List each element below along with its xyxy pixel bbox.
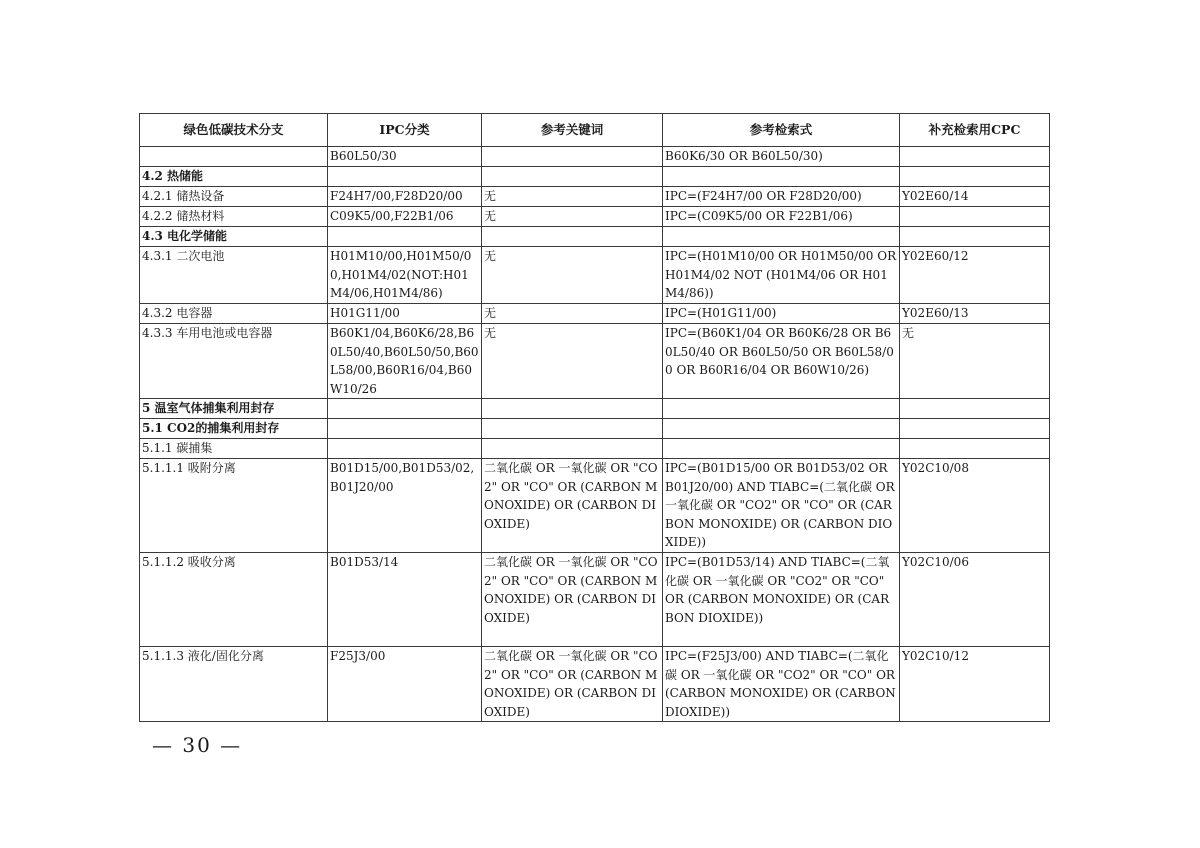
branch-cell: 4.3 电化学储能 — [140, 227, 328, 247]
ipc-cell: F25J3/00 — [328, 647, 482, 722]
table-row — [140, 147, 1050, 167]
branch-cell: 5.1.1.3 液化/固化分离 — [140, 647, 328, 722]
header-cpc: 补充检索用CPC — [900, 114, 1050, 147]
table-row — [140, 459, 1050, 553]
keywords-cell — [482, 167, 663, 187]
keywords-cell — [482, 439, 663, 459]
query-cell: IPC=(H01G11/00) — [663, 304, 900, 324]
query-cell: IPC=(B01D53/14) AND TIABC=(二氧化碳 OR 一氧化碳 OR "CO2" OR "CO" OR (CARBON MONOXIDE) OR (CARBON DIOXIDE)) — [663, 553, 900, 647]
query-cell: IPC=(C09K5/00 OR F22B1/06) — [663, 207, 900, 227]
keywords-cell: 无 — [482, 247, 663, 304]
branch-cell: 4.2.1 储热设备 — [140, 187, 328, 207]
cpc-cell: Y02C10/08 — [900, 459, 1050, 553]
ipc-cell — [328, 419, 482, 439]
query-cell — [663, 439, 900, 459]
keywords-cell: 无 — [482, 187, 663, 207]
query-cell: IPC=(F25J3/00) AND TIABC=(二氧化碳 OR 一氧化碳 OR "CO2" OR "CO" OR (CARBON MONOXIDE) OR (CARBON DIOXIDE)) — [663, 647, 900, 722]
ipc-cell: H01M10/00,H01M50/00,H01M4/02(NOT:H01M4/06,H01M4/86) — [328, 247, 482, 304]
ipc-cell: B01D15/00,B01D53/02,B01J20/00 — [328, 459, 482, 553]
query-cell — [663, 227, 900, 247]
keywords-cell: 二氧化碳 OR 一氧化碳 OR "CO2" OR "CO" OR (CARBON MONOXIDE) OR (CARBON DIOXIDE) — [482, 553, 663, 647]
table-row — [140, 227, 1050, 247]
table-row — [140, 187, 1050, 207]
ipc-cell — [328, 439, 482, 459]
ipc-cell: F24H7/00,F28D20/00 — [328, 187, 482, 207]
keywords-cell — [482, 147, 663, 167]
table-row — [140, 247, 1050, 304]
query-cell: IPC=(B01D15/00 OR B01D53/02 OR B01J20/00) AND TIABC=(二氧化碳 OR 一氧化碳 OR "CO2" OR "CO" OR (CARBON MONOXIDE) OR (CARBON DIOXIDE)) — [663, 459, 900, 553]
ipc-cell: H01G11/00 — [328, 304, 482, 324]
page-number: — 30 — — [152, 733, 243, 757]
ipc-cell: B60L50/30 — [328, 147, 482, 167]
cpc-cell — [900, 147, 1050, 167]
cpc-cell: Y02E60/12 — [900, 247, 1050, 304]
header-query: 参考检索式 — [663, 114, 900, 147]
header-branch: 绿色低碳技术分支 — [140, 114, 328, 147]
header-keywords: 参考关键词 — [482, 114, 663, 147]
branch-cell: 4.2.2 储热材料 — [140, 207, 328, 227]
table-row — [140, 419, 1050, 439]
table-row — [140, 167, 1050, 187]
cpc-cell — [900, 419, 1050, 439]
table-row — [140, 647, 1050, 722]
query-cell — [663, 419, 900, 439]
keywords-cell: 无 — [482, 324, 663, 399]
ipc-cell — [328, 399, 482, 419]
keywords-cell — [482, 419, 663, 439]
branch-cell: 4.3.2 电容器 — [140, 304, 328, 324]
keywords-cell: 二氧化碳 OR 一氧化碳 OR "CO2" OR "CO" OR (CARBON MONOXIDE) OR (CARBON DIOXIDE) — [482, 647, 663, 722]
table-row — [140, 439, 1050, 459]
cpc-cell: Y02E60/14 — [900, 187, 1050, 207]
branch-cell: 5.1.1.2 吸收分离 — [140, 553, 328, 647]
keywords-cell: 无 — [482, 207, 663, 227]
table-body — [140, 147, 1050, 722]
patent-classification-table — [139, 113, 1050, 722]
table-row — [140, 324, 1050, 399]
branch-cell: 5.1 CO2的捕集利用封存 — [140, 419, 328, 439]
keywords-cell: 二氧化碳 OR 一氧化碳 OR "CO2" OR "CO" OR (CARBON MONOXIDE) OR (CARBON DIOXIDE) — [482, 459, 663, 553]
table-row — [140, 207, 1050, 227]
branch-cell: 4.2 热储能 — [140, 167, 328, 187]
keywords-cell — [482, 227, 663, 247]
cpc-cell — [900, 207, 1050, 227]
cpc-cell: 无 — [900, 324, 1050, 399]
cpc-cell: Y02C10/12 — [900, 647, 1050, 722]
table-row — [140, 304, 1050, 324]
branch-cell: 4.3.3 车用电池或电容器 — [140, 324, 328, 399]
ipc-cell — [328, 227, 482, 247]
keywords-cell — [482, 399, 663, 419]
cpc-cell — [900, 227, 1050, 247]
ipc-cell — [328, 167, 482, 187]
cpc-cell — [900, 439, 1050, 459]
ipc-cell: B01D53/14 — [328, 553, 482, 647]
cpc-cell: Y02E60/13 — [900, 304, 1050, 324]
cpc-cell — [900, 167, 1050, 187]
query-cell: IPC=(H01M10/00 OR H01M50/00 OR H01M4/02 NOT (H01M4/06 OR H01M4/86)) — [663, 247, 900, 304]
header-ipc: IPC分类 — [328, 114, 482, 147]
query-cell — [663, 399, 900, 419]
table-row — [140, 553, 1050, 647]
branch-cell — [140, 147, 328, 167]
cpc-cell — [900, 399, 1050, 419]
branch-cell: 5 温室气体捕集利用封存 — [140, 399, 328, 419]
query-cell — [663, 167, 900, 187]
branch-cell: 5.1.1.1 吸附分离 — [140, 459, 328, 553]
branch-cell: 4.3.1 二次电池 — [140, 247, 328, 304]
table-row — [140, 399, 1050, 419]
ipc-cell: C09K5/00,F22B1/06 — [328, 207, 482, 227]
query-cell: IPC=(B60K1/04 OR B60K6/28 OR B60L50/40 OR B60L50/50 OR B60L58/00 OR B60R16/04 OR B60W10/26) — [663, 324, 900, 399]
table-header-row — [140, 114, 1050, 147]
query-cell: B60K6/30 OR B60L50/30) — [663, 147, 900, 167]
branch-cell: 5.1.1 碳捕集 — [140, 439, 328, 459]
cpc-cell: Y02C10/06 — [900, 553, 1050, 647]
keywords-cell: 无 — [482, 304, 663, 324]
query-cell: IPC=(F24H7/00 OR F28D20/00) — [663, 187, 900, 207]
ipc-cell: B60K1/04,B60K6/28,B60L50/40,B60L50/50,B60L58/00,B60R16/04,B60W10/26 — [328, 324, 482, 399]
